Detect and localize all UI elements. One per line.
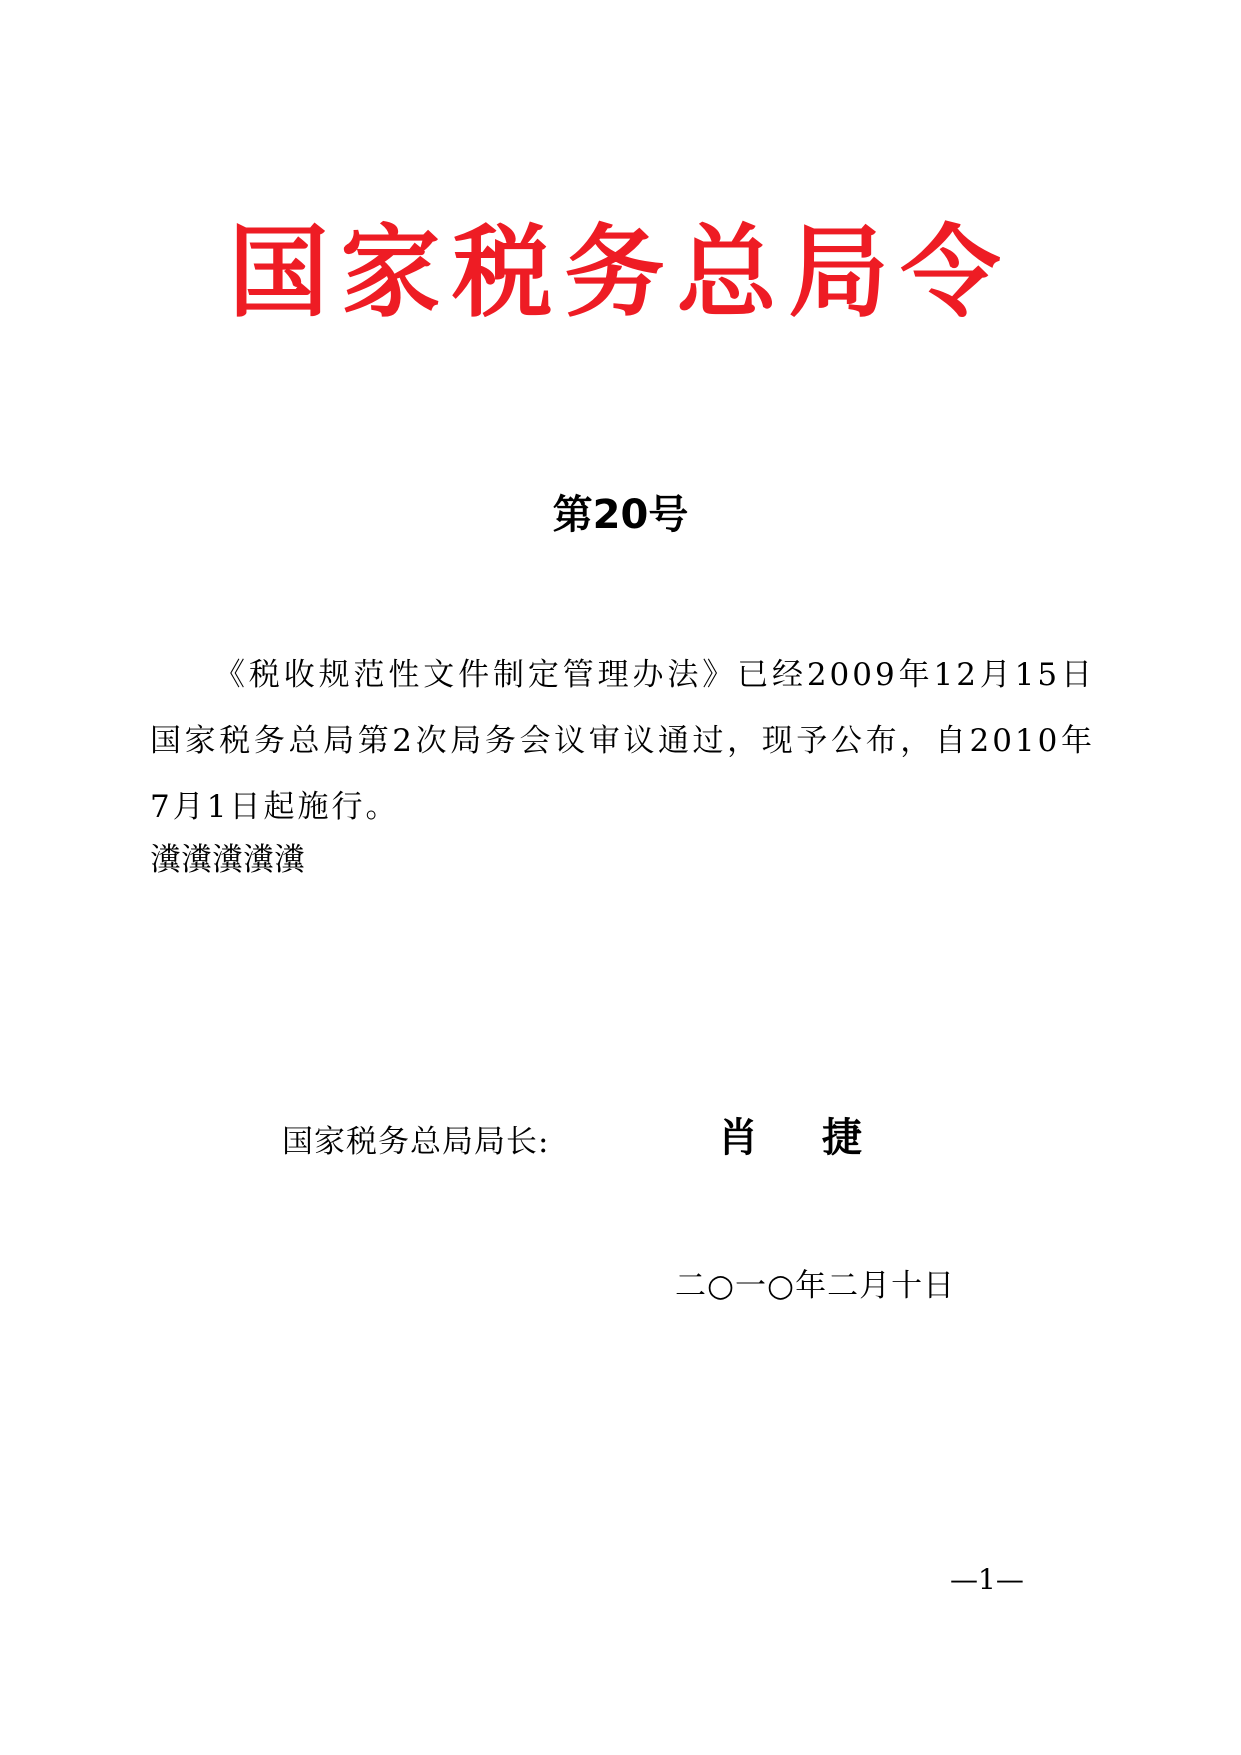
page-number: —1—: [950, 1563, 1024, 1596]
order-number: 第20号: [552, 492, 689, 538]
document-heading: 国家税务总局令: [228, 213, 1013, 331]
signatory-label: 国家税务总局局长:: [282, 1124, 550, 1160]
garbled-text-line: 瀵瀵瀵瀵瀵: [150, 842, 305, 878]
signatory-name: 肖捷: [718, 1114, 926, 1161]
signing-date: 二○一○年二月十日: [675, 1268, 956, 1304]
body-paragraph: 《税收规范性文件制定管理办法》已经2009年12月15日国家税务总局第2次局务会议审议通过，现予公布，自2010年7月1日起施行。: [150, 657, 1095, 825]
